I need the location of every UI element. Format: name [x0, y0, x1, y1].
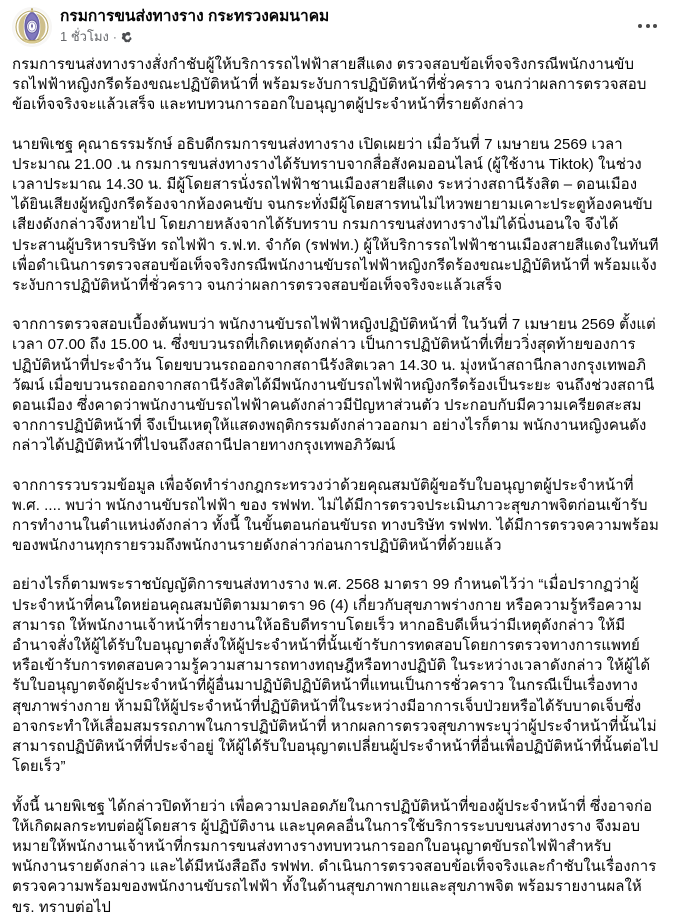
post-timestamp[interactable]: 1 ชั่วโมง [60, 29, 109, 44]
post-paragraph: จากการรวบรวมข้อมูล เพื่อจัดทำร่างกฎกระทรวงว่าด้วยคุณสมบัติผู้ขอรับใบอนุญาตผู้ประจำหน้าที่ พ.ศ. .... พบว่า พนักงานขับรถไฟฟ้า ของ รฟฟท. ไม่ได้มีการตรวจประเมินภาวะสุขภาพจิตก่อนเข้ารับการทำงานในตำแหน่งดังกล่าว ทั้งนี้ ในขั้นตอนก่อนขับรถ ทางบริษัท รฟฟท. ได้มีการตรวจความพร้อมของพนักงานทุกรายรวมถึงพนักงานรายดังกล่าวก่อนการปฏิบัติหน้าที่ด้วยแล้ว [12, 476, 659, 555]
more-options-button[interactable] [632, 18, 663, 34]
meta-separator: · [112, 30, 117, 44]
page-name[interactable]: กรมการขนส่งทางราง กระทรวงคมนาคม [60, 8, 330, 25]
post-paragraph: อย่างไรก็ตามพระราชบัญญัติการขนส่งทางราง พ.ศ. 2568 มาตรา 99 กำหนดไว้ว่า “เมื่อปรากฏว่าผู้ประจำหน้าที่คนใดหย่อนคุณสมบัติตามมาตรา 96 (4) เกี่ยวกับสุขภาพร่างกาย หรือความรู้หรือความสามารถ ให้พนักงานเจ้าหน้าที่รายงานให้อธิบดีทราบโดยเร็ว หากอธิบดีเห็นว่ามีเหตุดังกล่าว ให้มีอำนาจสั่งให้ผู้ได้รับใบอนุญาตสั่งให้ผู้ประจำหน้าที่นั้นเข้ารับการทดสอบโดยการตรวจทางการแพทย์ หรือเข้ารับการทดสอบความรู้ความสามารถทางทฤษฎีหรือทางปฏิบัติ ในระหว่างเวลาดังกล่าว ให้ผู้ได้รับใบอนุญาตจัดผู้ประจำหน้าที่ผู้อื่นมาปฏิบัติปฏิบัติหน้าที่แทนเป็นการชั่วคราว ในกรณีเป็นเรื่องทางสุขภาพร่างกาย ห้ามมิให้ผู้ประจำหน้าที่ปฏิบัติหน้าที่ในระหว่างมีอาการเจ็บป่วยหรือได้รับบาดเจ็บซึ่งอาจกระทำให้เสื่อมสมรรถภาพในการปฏิบัติหน้าที่ หากผลการตรวจสุขภาพระบุว่าผู้ประจำหน้าที่นั้นไม่สามารถปฏิบัติหน้าที่ที่ประจำอยู่ ให้ผู้ได้รับใบอนุญาตเปลี่ยนผู้ประจำหน้าที่อื่นเพื่อปฏิบัติหน้าที่นั้นต่อไปโดยเร็ว” [12, 576, 659, 776]
post-paragraph: จากการตรวจสอบเบื้องต้นพบว่า พนักงานขับรถไฟฟ้าหญิงปฏิบัติหน้าที่ ในวันที่ 7 เมษายน 2569 ตั้งแต่เวลา 07.00 ถึง 15.00 น. ซึ่งขบวนรถที่เกิดเหตุดังกล่าว เป็นการปฏิบัติหน้าที่เที่ยววิ่งสุดท้ายของการปฏิบัติหน้าที่ประจำวัน โดยขบวนรถออกจากสถานีรังสิตเวลา 14.30 น. มุ่งหน้าสถานีกลางกรุงเทพอภิวัฒน์ เมื่อขบวนรถออกจากสถานีรังสิตได้มีพนักงานขับรถไฟฟ้าหญิงกรีดร้องเป็นระยะ จนถึงช่วงสถานีดอนเมือง ซึ่งคาดว่าพนักงานขับรถไฟฟ้าคนดังกล่าวมีปัญหาส่วนตัว ประกอบกับมีความเครียดสะสมจากการปฏิบัติหน้าที่ จึงเป็นเหตุให้แสดงพฤติกรรมดังกล่าวออกมา อย่างไรก็ตาม พนักงานหญิงคนดังกล่าวได้ปฏิบัติหน้าที่ไปจนถึงสถานีปลายทางกรุงเทพอภิวัฒน์ [12, 316, 656, 455]
post-paragraph: นายพิเชฐ คุณาธรรมรักษ์ อธิบดีกรมการขนส่งทางราง เปิดเผยว่า เมื่อวันที่ 7 เมษายน 2569 เวลาประมาณ 21.00 .น กรมการขนส่งทางรางได้รับทราบจากสื่อสังคมออนไลน์ (ผู้ใช้งาน Tiktok) ในช่วงเวลาประมาณ 14.30 น. มีผู้โดยสารนั่งรถไฟฟ้าชานเมืองสายสีแดง ระหว่างสถานีรังสิต – ดอนเมือง ได้ยินเสียงผู้หญิงกรีดร้องจากห้องคนขับ จนกระทั่งมีผู้โดยสารทนไม่ไหวพยายามเคาะประตูห้องคนขับ เสียงดังกล่าวจึงหายไป โดยภายหลังจากได้รับทราบ กรมการขนส่งทางรางไม่ได้นิ่งนอนใจ จึงได้ประสานผู้บริหารบริษัท รถไฟฟ้า ร.ฟ.ท. จำกัด (รฟฟท.) ผู้ให้บริการรถไฟฟ้าชานเมืองสายสีแดงในทันที เพื่อดำเนินการตรวจสอบข้อเท็จจริงกรณีพนักงานขับรถไฟฟ้าหญิงกรีดร้องขณะปฏิบัติหน้าที่ พร้อมแจ้งระงับการปฏิบัติหน้าที่ชั่วคราว จนกว่าผลการตรวจสอบข้อเท็จจริงจะแล้วเสร็จ [12, 135, 659, 295]
post-header [0, 0, 673, 46]
government-emblem-avatar-icon [12, 7, 52, 47]
more-options-dot [646, 24, 650, 28]
post-body [0, 46, 673, 918]
more-options-dot [653, 24, 657, 28]
post-paragraph: ทั้งนี้ นายพิเชฐ ได้กล่าวปิดท้ายว่า เพื่อความปลอดภัยในการปฏิบัติหน้าที่ของผู้ประจำหน้าที่ ซึ่งอาจก่อให้เกิดผลกระทบต่อผู้โดยสาร ผู้ปฏิบัติงาน และบุคคลอื่นในการใช้บริการระบบขนส่งทางราง จึงมอบหมายให้พนักงานเจ้าหน้าที่กรมการขนส่งทางรางทบทวนการออกใบอนุญาตขับรถไฟฟ้าสำหรับพนักงานรายดังกล่าว และได้มีหนังสือถึง รฟฟท. ดำเนินการตรวจสอบข้อเท็จจริงและกำชับในเรื่องการตรวจความพร้อมของพนักงานขับรถไฟฟ้า ทั้งในด้านสุขภาพกายและสุขภาพจิต พร้อมรายงานผลให้ ขร. ทราบต่อไป [12, 797, 657, 916]
post-header-text [60, 7, 329, 45]
globe-public-icon[interactable] [121, 31, 134, 44]
post-paragraph: กรมการขนส่งทางรางสั่งกำชับผู้ให้บริการรถไฟฟ้าสายสีแดง ตรวจสอบข้อเท็จจริงกรณีพนักงานขับรถไฟฟ้าหญิงกรีดร้องขณะปฏิบัติหน้าที่ พร้อมระงับการปฏิบัติหน้าที่ชั่วคราว จนกว่าผลการตรวจสอบข้อเท็จจริงจะแล้วเสร็จ และทบทวนการออกใบอนุญาตผู้ประจำหน้าที่รายดังกล่าว [12, 56, 647, 114]
post-meta [60, 29, 329, 45]
avatar[interactable] [12, 7, 52, 47]
more-options-dot [638, 24, 642, 28]
